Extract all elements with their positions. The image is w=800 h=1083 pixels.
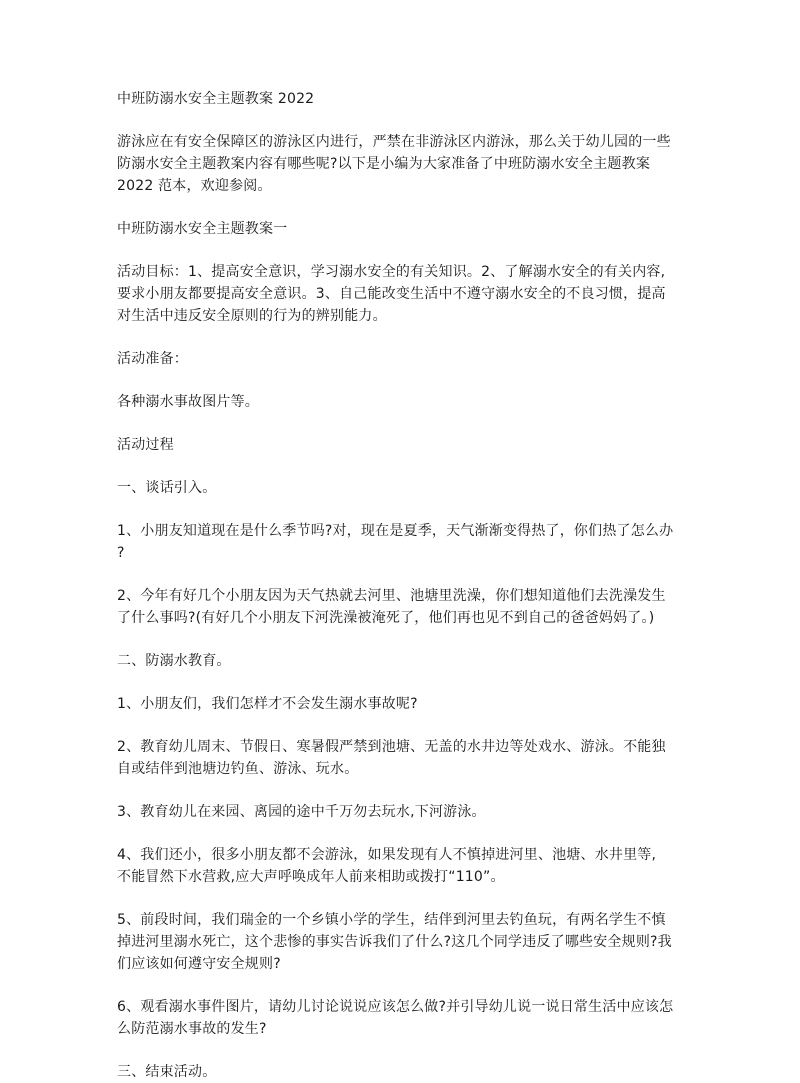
step2-item-5 [117,909,677,975]
step2-item-line: 5、前段时间，我们瑞金的一个乡镇小学的学生，结伴到河里去钓鱼玩，有两名学生不慎 [117,912,666,928]
step2-item-3 [117,801,677,823]
step3-heading: 三、结束活动。 [117,1064,217,1080]
step2-item-line: 1、小朋友们，我们怎样才不会发生溺水事故呢? [117,696,418,712]
goals-line: 对生活中违反安全原则的行为的辨别能力。 [117,308,387,324]
activity-goals [117,261,677,327]
step2-item-2 [117,736,677,780]
step1-q2-line: 2、今年有好几个小朋友因为天气热就去河里、池塘里洗澡，你们想知道他们去洗澡发生 [117,588,666,604]
goals-line: 要求小朋友都要提高安全意识。3、自己能改变生活中不遵守溺水安全的不良习惯，提高 [117,286,666,302]
step2-item-line: 3、教育幼儿在来园、离园的途中千万勿去玩水,下河游泳。 [117,804,486,820]
step2-item-1 [117,693,677,715]
step2-item-line: 掉进河里溺水死亡，这个悲惨的事实告诉我们了什么?这几个同学违反了哪些安全规则?我 [117,934,672,950]
step2-item-4 [117,844,677,888]
document-title: 中班防溺水安全主题教案 2022 [117,91,315,107]
step2-heading: 二、防溺水教育。 [117,653,231,669]
step2-item-line: 6、观看溺水事件图片，请幼儿讨论说说应该怎么做?并引导幼儿说一说日常生活中应该怎 [117,999,674,1015]
step2-item-line: 4、我们还小，很多小朋友都不会游泳，如果发现有人不慎掉进河里、池塘、水井里等, [117,847,657,863]
document-page [117,88,677,1083]
step1-q1-line: ? [117,545,125,561]
step1-q1-line: 1、小朋友知道现在是什么季节吗?对，现在是夏季，天气渐渐变得热了，你们热了怎么办 [117,523,674,539]
step2-item-line: 2、教育幼儿周末、节假日、寒暑假严禁到池塘、无盖的水井边等处戏水、游泳。不能独 [117,739,666,755]
activity-prep-text: 各种溺水事故图片等。 [117,394,259,410]
activity-process-label: 活动过程 [117,437,174,453]
step2-item-6 [117,996,677,1040]
step1-heading: 一、谈话引入。 [117,480,217,496]
step1-q2-line: 了什么事吗?(有好几个小朋友下河洗澡被淹死了，他们再也见不到自己的爸爸妈妈了。) [117,610,655,626]
intro-line: 2022 范本，欢迎参阅。 [117,178,272,194]
intro-paragraph [117,131,677,197]
step2-item-line: 不能冒然下水营救,应大声呼唤成年人前来相助或拨打“110”。 [117,869,505,885]
step2-item-line: 么防范溺水事故的发生? [117,1021,267,1037]
step1-question-1 [117,520,677,564]
intro-line: 防溺水安全主题教案内容有哪些呢?以下是小编为大家准备了中班防溺水安全主题教案 [117,156,651,172]
activity-prep-label: 活动准备： [117,351,188,367]
step1-question-2 [117,585,677,629]
step2-item-line: 们应该如何遵守安全规则? [117,956,281,972]
goals-line: 活动目标：1、提高安全意识，学习溺水安全的有关知识。2、了解溺水安全的有关内容, [117,264,666,280]
step2-item-line: 自或结伴到池塘边钓鱼、游泳、玩水。 [117,761,359,777]
section-heading: 中班防溺水安全主题教案一 [117,221,288,237]
intro-line: 游泳应在有安全保障区的游泳区内进行，严禁在非游泳区内游泳，那么关于幼儿园的一些 [117,134,671,150]
